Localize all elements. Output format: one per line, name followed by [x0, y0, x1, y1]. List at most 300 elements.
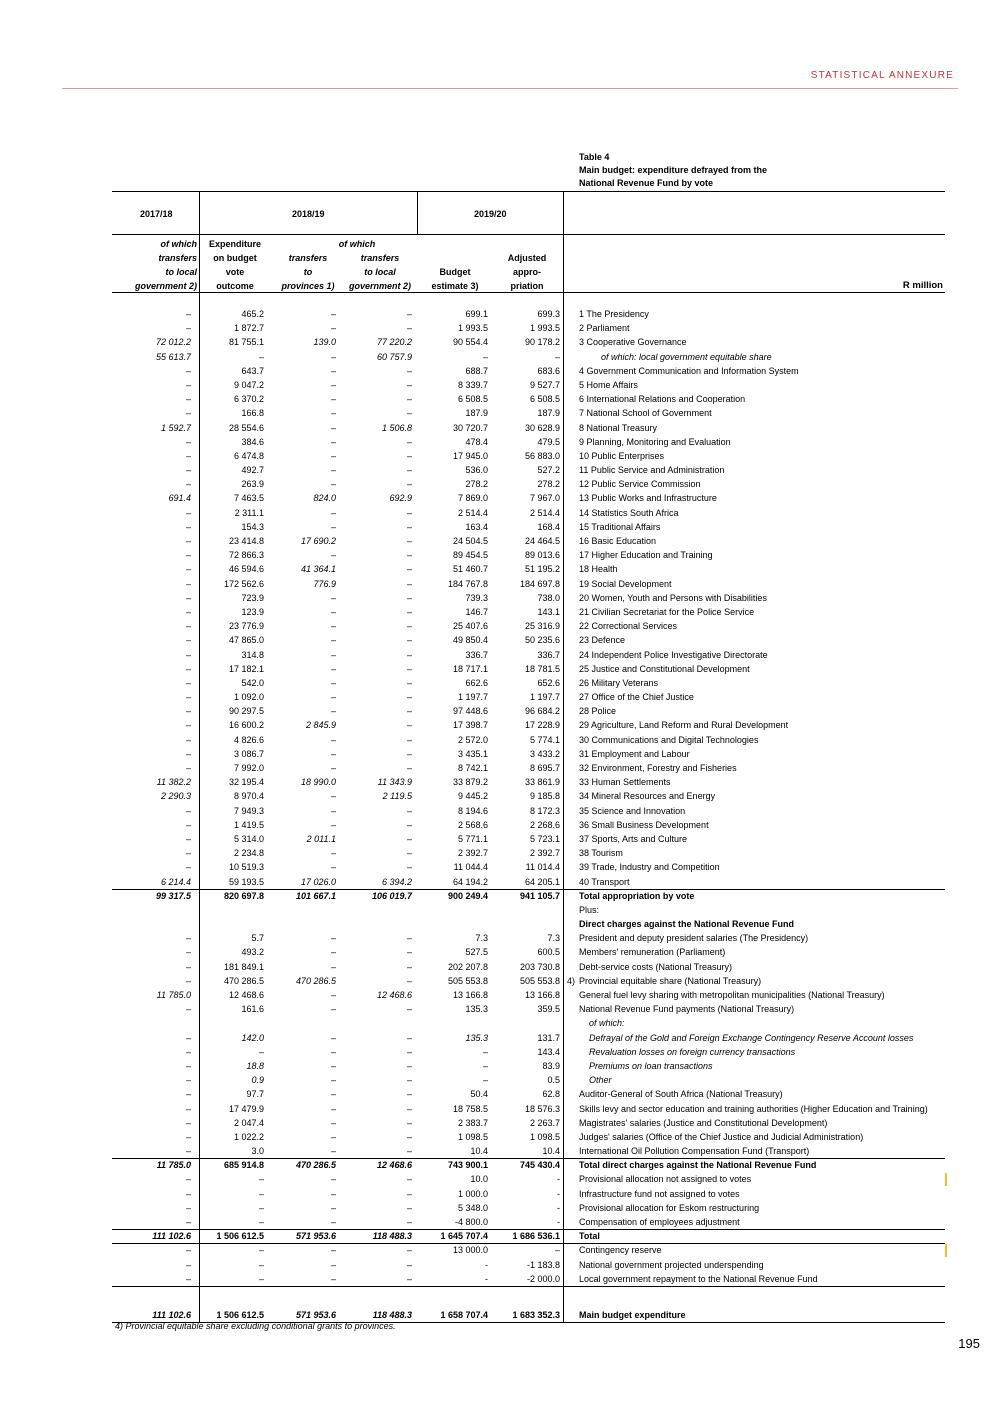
- row-description: 29 Agriculture, Land Reform and Rural Development: [579, 720, 789, 731]
- table-title-line-1: Main budget: expenditure defrayed from the: [579, 165, 768, 175]
- cell-c3: 824.0: [313, 493, 336, 504]
- cell-c5: 2 514.4: [457, 507, 488, 518]
- cell-c1: –: [185, 734, 191, 745]
- cell-c2: 2 311.1: [234, 507, 264, 518]
- row-description: 23 Defence: [579, 635, 626, 646]
- cell-c4: –: [406, 606, 412, 617]
- cell-c4: –: [406, 450, 412, 461]
- row-description: 30 Communications and Digital Technologies: [579, 734, 759, 745]
- cell-c5: 8 742.1: [457, 763, 488, 773]
- cell-c4: –: [406, 1060, 412, 1071]
- table-row: [112, 350, 945, 364]
- cell-c2: 17 479.9: [228, 1103, 264, 1114]
- cell-c2: 1 506 612.5: [216, 1231, 264, 1242]
- cell-c2: 685 914.8: [223, 1160, 264, 1171]
- cell-c6: 18 576.3: [524, 1103, 560, 1114]
- cell-c1: –: [185, 1245, 191, 1256]
- cell-c2: 72 866.3: [228, 550, 264, 561]
- cell-c3: –: [330, 422, 336, 433]
- row-description: National Revenue Fund payments (National Treasury): [579, 1004, 795, 1015]
- row-description: 21 Civilian Secretariat for the Police Service: [579, 606, 755, 617]
- cell-c4: 692.9: [389, 493, 412, 504]
- cell-c5: 184 767.8: [447, 578, 488, 589]
- cell-c2: 7 949.3: [233, 805, 264, 816]
- cell-c5: 8 194.6: [457, 805, 488, 816]
- cell-c4: –: [406, 975, 412, 986]
- cell-c6: 62.8: [542, 1089, 560, 1100]
- cell-c5: -4 800.0: [454, 1217, 488, 1227]
- table-row: [112, 931, 945, 945]
- cell-c5: 11 044.4: [453, 862, 488, 873]
- cell-c2: 90 297.5: [228, 706, 264, 717]
- cell-c3: –: [330, 521, 336, 532]
- cell-c3: –: [330, 550, 336, 561]
- cell-c6: 3 433.2: [529, 748, 560, 759]
- cell-c5: 7 869.0: [457, 493, 488, 504]
- table-row: [112, 1243, 945, 1257]
- cell-c4: –: [406, 550, 412, 561]
- cell-c5: 17 398.7: [452, 720, 488, 731]
- cell-c1: –: [185, 819, 191, 830]
- cell-c3: –: [330, 592, 336, 603]
- table-row: [112, 789, 945, 803]
- table-row: [112, 633, 945, 647]
- row-description: Provisional allocation for Eskom restructuring: [579, 1202, 760, 1213]
- cell-c2: 32 195.4: [228, 777, 264, 788]
- year-2019-20: 2019/20: [474, 209, 507, 219]
- cell-c3: –: [330, 1032, 336, 1043]
- row-description: 19 Social Development: [579, 578, 672, 589]
- cell-c3: 2 845.9: [305, 720, 336, 731]
- row-description: Contingency reserve: [579, 1245, 662, 1256]
- cell-c5: –: [482, 1060, 488, 1071]
- cell-c3: 470 286.5: [295, 1160, 336, 1171]
- row-description: 13 Public Works and Infrastructure: [579, 493, 717, 504]
- cell-c2: 23 414.8: [228, 536, 264, 546]
- cell-c3: –: [330, 1103, 336, 1114]
- cell-c1: 11 382.2: [156, 777, 191, 788]
- cell-c6: 2 263.7: [529, 1117, 560, 1128]
- row-description: National government projected underspending: [579, 1259, 764, 1270]
- table-row: [112, 562, 945, 576]
- table-row: [112, 1116, 945, 1130]
- cell-c1: 99 317.5: [155, 890, 191, 901]
- row-description: 31 Employment and Labour: [579, 748, 690, 759]
- row-description: Auditor-General of South Africa (National Treasury): [579, 1089, 783, 1100]
- cell-c1: –: [185, 1046, 191, 1057]
- cell-c2: 12 468.6: [228, 990, 264, 1000]
- header-separator: [563, 235, 564, 292]
- cell-c5: 187.9: [465, 408, 488, 419]
- cell-c3: 18 990.0: [300, 777, 336, 788]
- cell-c2: –: [258, 1245, 264, 1256]
- cell-c6: –: [554, 1245, 560, 1256]
- cell-c4: –: [406, 635, 412, 646]
- header-title: STATISTICAL ANNEXURE: [810, 70, 954, 81]
- year-header-row: [112, 192, 945, 235]
- cell-c5: 478.4: [465, 436, 488, 447]
- cell-c3: –: [330, 351, 336, 362]
- cell-c6: 278.2: [537, 479, 560, 490]
- row-description: Total appropriation by vote: [579, 890, 695, 901]
- cell-c5: 13 166.8: [452, 990, 488, 1000]
- cell-c2: 470 286.5: [223, 975, 264, 986]
- cell-c6: 0.5: [547, 1075, 560, 1086]
- cell-c4: –: [406, 1004, 412, 1015]
- cell-c2: –: [258, 1217, 264, 1227]
- cell-c3: 101 667.1: [295, 890, 336, 901]
- cell-c2: 1 506 612.5: [216, 1309, 264, 1320]
- cell-c1: –: [185, 763, 191, 773]
- cell-c1: –: [185, 635, 191, 646]
- cell-c3: –: [330, 947, 336, 958]
- table-row: [112, 945, 945, 959]
- cell-c2: 17 182.1: [228, 663, 264, 674]
- cell-c4: –: [406, 677, 412, 688]
- cell-c2: 5 314.0: [233, 833, 264, 844]
- table-row: [112, 1130, 945, 1144]
- cell-c1: –: [185, 961, 191, 972]
- cell-c5: 6 508.5: [457, 394, 488, 405]
- cell-c1: –: [185, 1089, 191, 1100]
- cell-c2: 6 474.8: [233, 450, 264, 461]
- year-2017-18: 2017/18: [140, 209, 173, 219]
- cell-c4: –: [406, 507, 412, 518]
- cell-c5: 33 879.2: [452, 777, 488, 788]
- cell-c6: -2 000.0: [526, 1273, 560, 1284]
- cell-c1: 2 290.3: [160, 791, 191, 802]
- cell-c4: –: [406, 748, 412, 759]
- cell-c6: 7.3: [547, 933, 560, 944]
- cell-c3: 571 953.6: [295, 1309, 336, 1320]
- cell-c4: –: [406, 961, 412, 972]
- table-row: [112, 307, 945, 321]
- year-2018-19: 2018/19: [292, 209, 325, 219]
- row-description: Skills levy and sector education and training authorities (Higher Education and Training): [579, 1103, 928, 1114]
- cell-c3: 17 026.0: [300, 876, 336, 887]
- cell-c3: –: [330, 465, 336, 476]
- cell-c6: 738.0: [537, 592, 560, 603]
- cell-c3: –: [330, 734, 336, 745]
- row-description: 14 Statistics South Africa: [579, 507, 679, 518]
- cell-c2: 154.3: [241, 521, 264, 532]
- cell-c2: 46 594.6: [228, 564, 264, 575]
- cell-c6: 336.7: [537, 649, 560, 660]
- cell-c3: –: [330, 1131, 336, 1142]
- cell-c2: 3.0: [251, 1146, 264, 1157]
- table-row: [112, 974, 945, 988]
- header-rule: [62, 88, 958, 89]
- cell-c6: 9 527.7: [529, 379, 560, 390]
- cell-c4: 106 019.7: [371, 890, 412, 901]
- cell-c4: –: [406, 1046, 412, 1057]
- cell-c5: 10.0: [470, 1174, 488, 1185]
- cell-c5: 7.3: [475, 933, 488, 944]
- table-row: [112, 577, 945, 591]
- cell-c6: -: [557, 1202, 560, 1213]
- cell-c6: 5 723.1: [529, 833, 560, 844]
- cell-c4: –: [406, 706, 412, 717]
- cell-c1: –: [185, 1217, 191, 1227]
- row-description: 12 Public Service Commission: [579, 479, 701, 490]
- cell-c6: 90 178.2: [524, 337, 560, 348]
- table-row: [112, 534, 945, 548]
- row-description: 26 Military Veterans: [579, 677, 659, 688]
- cell-c4: –: [406, 1202, 412, 1213]
- cell-c4: –: [406, 521, 412, 532]
- cell-c3: –: [330, 649, 336, 660]
- cell-c2: 542.0: [241, 677, 264, 688]
- table-row: [112, 392, 945, 406]
- cell-c3: –: [330, 450, 336, 461]
- row-description: 28 Police: [579, 706, 617, 717]
- row-description: Members' remuneration (Parliament): [579, 947, 726, 958]
- cell-c5: –: [482, 1075, 488, 1086]
- row-description: 3 Cooperative Governance: [579, 337, 687, 348]
- cell-c6: –: [554, 351, 560, 362]
- cell-c4: –: [406, 1117, 412, 1128]
- cell-c3: –: [330, 1117, 336, 1128]
- cell-c3: –: [330, 819, 336, 830]
- cell-c1: –: [185, 323, 191, 334]
- cell-c4: –: [406, 592, 412, 603]
- expenditure-table: [112, 191, 945, 1323]
- cell-c3: –: [330, 692, 336, 703]
- cell-c2: –: [258, 1188, 264, 1199]
- cell-c1: 72 012.2: [155, 337, 191, 348]
- cell-c1: –: [185, 975, 191, 986]
- cell-c5: 1 197.7: [457, 692, 488, 703]
- cell-c5: 2 383.7: [457, 1117, 488, 1128]
- cell-c5: 536.0: [465, 465, 488, 476]
- cell-c4: –: [406, 1188, 412, 1199]
- cell-c3: –: [330, 706, 336, 717]
- cell-c5: 2 568.6: [457, 819, 488, 830]
- cell-c3: –: [330, 763, 336, 773]
- row-description: 17 Higher Education and Training: [579, 550, 713, 561]
- cell-c3: –: [330, 1046, 336, 1057]
- row-description: 40 Transport: [579, 876, 630, 887]
- cell-c3: –: [330, 408, 336, 419]
- cell-c5: 5 348.0: [457, 1202, 488, 1213]
- cell-c2: 314.8: [241, 649, 264, 660]
- table-row: [112, 860, 945, 874]
- cell-c3: 41 364.1: [300, 564, 336, 575]
- cell-c3: –: [330, 635, 336, 646]
- cell-c1: –: [185, 748, 191, 759]
- cell-c4: –: [406, 649, 412, 660]
- cell-c4: 118 488.3: [372, 1309, 412, 1320]
- cell-c2: 59 193.5: [228, 876, 264, 887]
- column-header-local-transfers-2017: of which transfers to local government 2): [134, 239, 197, 291]
- table-row: [112, 1031, 945, 1045]
- cell-c5: 24 504.5: [452, 536, 488, 546]
- cell-c4: –: [406, 833, 412, 844]
- cell-c1: 11 785.0: [156, 1160, 191, 1171]
- cell-c4: 118 488.3: [372, 1231, 412, 1242]
- cell-c6: 5 774.1: [529, 734, 560, 745]
- row-description: of which: local government equitable share: [601, 351, 772, 362]
- cell-c1: –: [185, 436, 191, 447]
- cell-c5: 1 658 707.4: [440, 1309, 488, 1320]
- cell-c5: 8 339.7: [457, 379, 488, 390]
- cell-c4: 77 220.2: [376, 337, 412, 348]
- table-row: [112, 648, 945, 662]
- row-description: Compensation of employees adjustment: [579, 1217, 740, 1227]
- row-description: Direct charges against the National Revenue Fund: [579, 919, 795, 930]
- highlight-mark: [945, 1173, 947, 1186]
- row-description: 36 Small Business Development: [579, 819, 709, 830]
- cell-c4: –: [406, 692, 412, 703]
- cell-c5: 50.4: [470, 1089, 488, 1100]
- cell-c4: –: [406, 819, 412, 830]
- cell-c4: –: [406, 1146, 412, 1157]
- cell-c4: –: [406, 1217, 412, 1227]
- cell-c3: 571 953.6: [295, 1231, 336, 1242]
- table-row: [112, 1229, 945, 1243]
- cell-c6: 2 392.7: [529, 848, 560, 859]
- cell-c4: –: [406, 578, 412, 589]
- cell-c6: 13 166.8: [524, 990, 560, 1000]
- cell-c1: –: [185, 1259, 191, 1270]
- row-description: 10 Public Enterprises: [579, 450, 665, 461]
- cell-c1: 111 102.6: [152, 1309, 191, 1320]
- cell-c5: 1 645 707.4: [440, 1231, 488, 1242]
- cell-c6: 203 730.8: [519, 961, 560, 972]
- cell-c2: 161.6: [241, 1004, 264, 1015]
- table-row: [112, 619, 945, 633]
- row-description: Infrastructure fund not assigned to votes: [579, 1188, 740, 1199]
- cell-c5: 1 993.5: [457, 323, 488, 334]
- cell-c5: 9 445.2: [457, 791, 488, 802]
- highlight-mark: [945, 1244, 947, 1257]
- cell-c4: –: [406, 621, 412, 632]
- table-row: [112, 662, 945, 676]
- row-description: Defrayal of the Gold and Foreign Exchange Contingency Reserve Account losses: [589, 1032, 914, 1043]
- cell-c1: –: [185, 848, 191, 859]
- table-row: [112, 960, 945, 974]
- cell-c2: 1 092.0: [233, 692, 264, 703]
- cell-c2: –: [258, 1046, 264, 1057]
- cell-c2: 492.7: [241, 465, 264, 476]
- cell-c1: –: [185, 805, 191, 816]
- cell-c6: -1 183.8: [526, 1259, 560, 1270]
- row-description: Premiums on loan transactions: [589, 1060, 713, 1071]
- table-row: [112, 804, 945, 818]
- row-description: of which:: [589, 1018, 625, 1029]
- cell-c6: 143.1: [537, 606, 560, 617]
- cell-c5: 89 454.5: [452, 550, 488, 561]
- table-row: [112, 378, 945, 392]
- cell-c4: –: [406, 323, 412, 334]
- table-row: [112, 406, 945, 420]
- cell-c5: 97 448.6: [452, 706, 488, 717]
- cell-c5: 2 392.7: [457, 848, 488, 859]
- table-number: Table 4: [579, 152, 610, 162]
- cell-c2: 0.9: [251, 1075, 264, 1086]
- column-header-row: [112, 235, 945, 293]
- cell-c4: –: [406, 465, 412, 476]
- cell-c4: –: [406, 933, 412, 944]
- row-description: 6 International Relations and Cooperation: [579, 394, 746, 405]
- cell-c5: 18 758.5: [452, 1103, 488, 1114]
- cell-c5: 527.5: [465, 947, 488, 958]
- table-row: [112, 1059, 945, 1073]
- cell-c1: –: [185, 621, 191, 632]
- cell-c3: –: [330, 990, 336, 1000]
- page-number: 195: [958, 1336, 980, 1351]
- cell-c2: 2 047.4: [233, 1117, 264, 1128]
- cell-c1: 11 785.0: [156, 990, 191, 1000]
- cell-c1: –: [185, 450, 191, 461]
- cell-c3: 470 286.5: [295, 975, 336, 986]
- cell-c6: 1 197.7: [529, 692, 560, 703]
- cell-c1: –: [185, 1117, 191, 1128]
- row-description: 38 Tourism: [579, 848, 623, 859]
- cell-c2: –: [258, 351, 264, 362]
- unit-label: R million: [902, 280, 943, 291]
- cell-c2: 142.0: [241, 1032, 264, 1043]
- cell-c3: –: [330, 1202, 336, 1213]
- cell-c6: 8 695.7: [529, 763, 560, 773]
- row-description: Magistrates' salaries (Justice and Constitutional Development): [579, 1117, 828, 1128]
- cell-c4: –: [406, 564, 412, 575]
- cell-c1: –: [185, 564, 191, 575]
- cell-c4: –: [406, 394, 412, 405]
- cell-c3: –: [330, 677, 336, 688]
- cell-c1: –: [185, 550, 191, 561]
- cell-c4: –: [406, 1131, 412, 1142]
- cell-c3: –: [330, 436, 336, 447]
- row-description: Debt-service costs (National Treasury): [579, 961, 733, 972]
- cell-c5: 163.4: [465, 521, 488, 532]
- cell-c6: 1 098.5: [529, 1131, 560, 1142]
- row-description: International Oil Pollution Compensation Fund (Transport): [579, 1146, 810, 1157]
- cell-c3: –: [330, 848, 336, 859]
- table-row: [112, 1158, 945, 1172]
- column-header-local-transfers-2018: transfers to local government 2): [348, 253, 411, 291]
- cell-c2: 493.2: [241, 947, 264, 958]
- cell-c2: 47 865.0: [228, 635, 264, 646]
- cell-c4: –: [406, 848, 412, 859]
- cell-c1: –: [185, 1174, 191, 1185]
- cell-c2: –: [258, 1273, 264, 1284]
- cell-c2: 81 755.1: [228, 337, 264, 348]
- row-description: 7 National School of Government: [579, 408, 712, 419]
- cell-c2: 384.6: [241, 436, 264, 447]
- row-description: 34 Mineral Resources and Energy: [579, 791, 716, 802]
- cell-c6: 64 205.1: [524, 876, 560, 887]
- cell-c4: –: [406, 436, 412, 447]
- cell-c6: 143.4: [537, 1046, 560, 1057]
- cell-c3: 139.0: [313, 337, 336, 348]
- cell-c1: –: [185, 1103, 191, 1114]
- cell-c1: –: [185, 365, 191, 376]
- table-row: [112, 917, 945, 931]
- cell-c2: 172 562.6: [223, 578, 264, 589]
- cell-c6: 699.3: [537, 309, 560, 319]
- table-row: [112, 591, 945, 605]
- cell-c5: 739.3: [465, 592, 488, 603]
- table-row: [112, 875, 945, 889]
- table-row: [112, 1073, 945, 1087]
- cell-c1: –: [185, 507, 191, 518]
- cell-c5: 202 207.8: [447, 961, 488, 972]
- cell-c1: 55 613.7: [155, 351, 191, 362]
- cell-c2: 28 554.6: [228, 422, 264, 433]
- cell-c1: –: [185, 1004, 191, 1015]
- row-description: Revaluation losses on foreign currency transactions: [589, 1046, 796, 1057]
